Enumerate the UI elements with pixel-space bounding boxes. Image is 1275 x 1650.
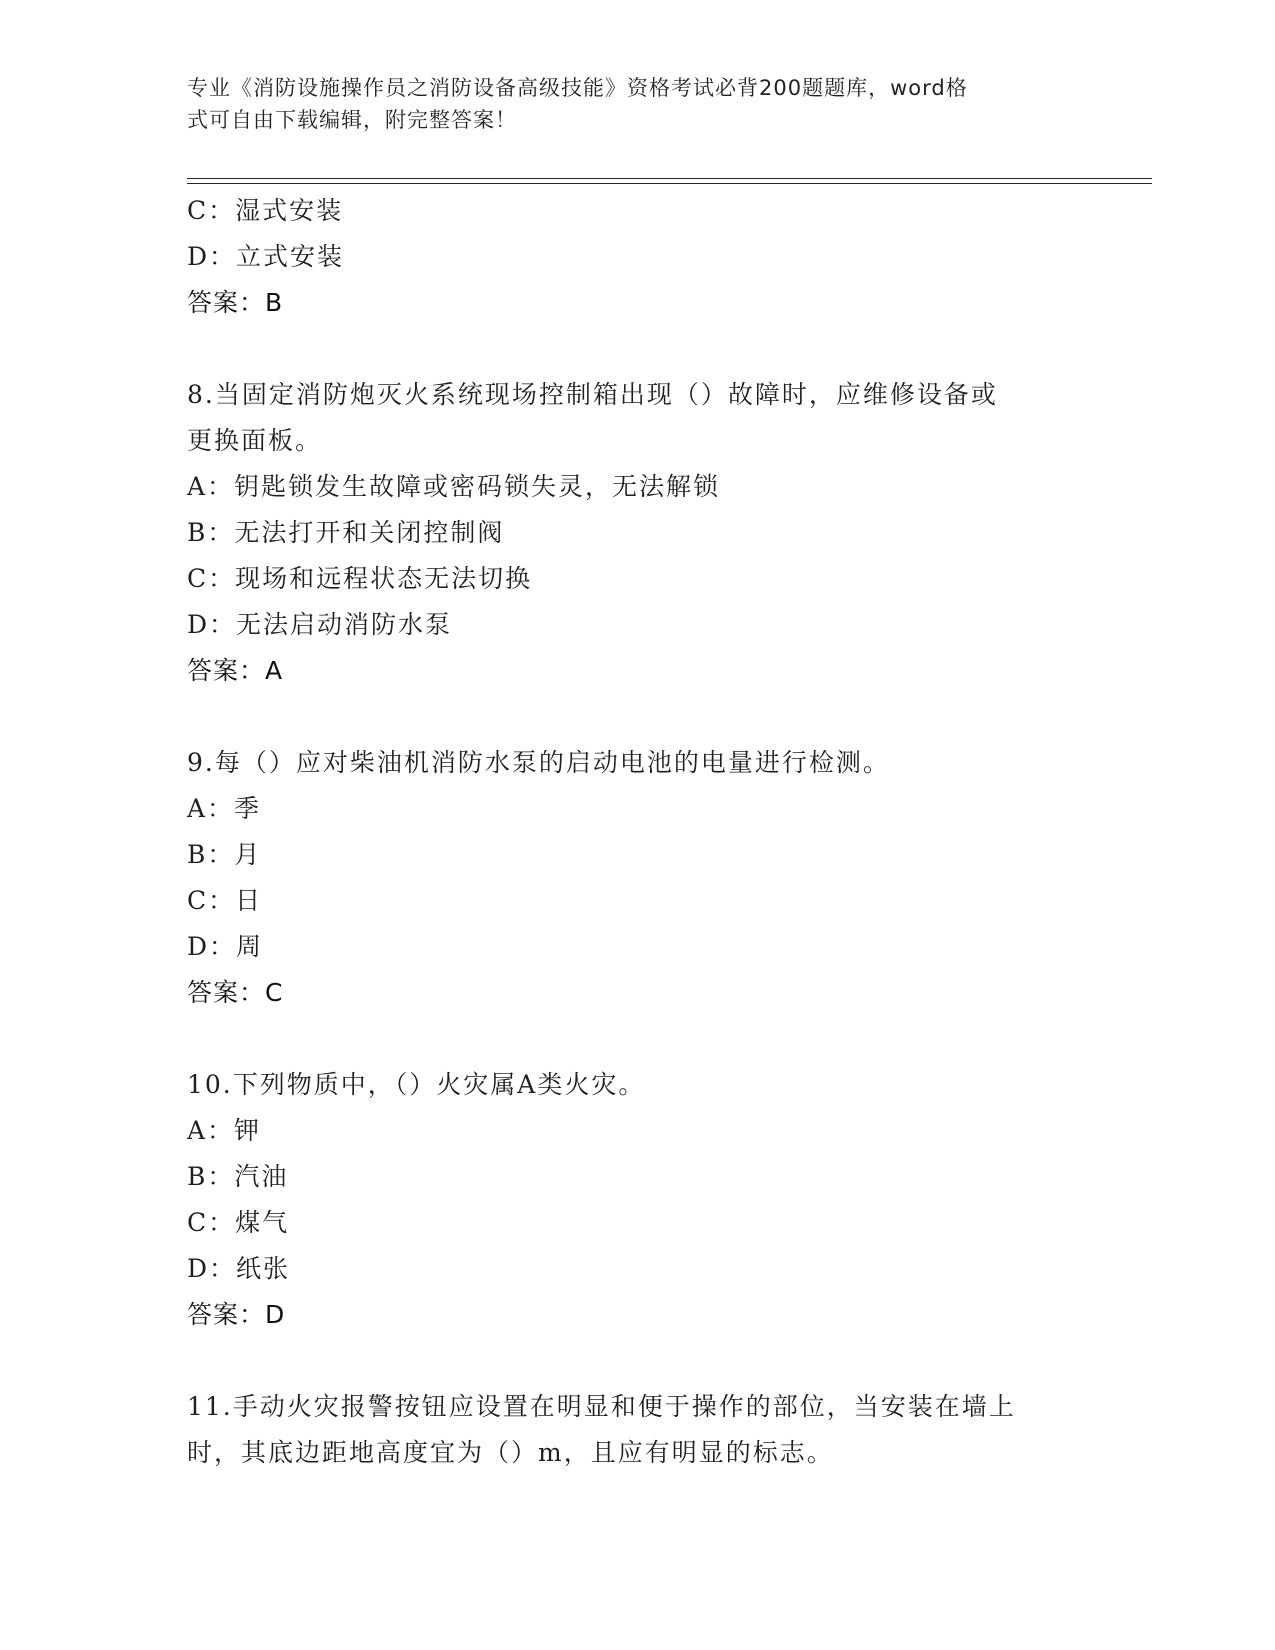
header-line-1: 专业《消防设施操作员之消防设备高级技能》资格考试必背200题题库，word格 [187, 76, 968, 100]
header-divider-top [187, 178, 1152, 179]
answer-line: 答案：A [187, 656, 284, 685]
question-9 [187, 740, 1087, 1016]
option-c: C：日 [187, 886, 263, 915]
question-carryover [187, 188, 1087, 326]
question-8 [187, 372, 1087, 694]
header-line-2: 式可自由下载编辑，附完整答案！ [187, 108, 517, 132]
question-stem-line: 8.当固定消防炮灭火系统现场控制箱出现（）故障时，应维修设备或 [187, 380, 998, 409]
question-stem-line: 11.手动火灾报警按钮应设置在明显和便于操作的部位，当安装在墙上 [187, 1392, 1016, 1421]
spacer [187, 1338, 1087, 1384]
question-stem-line: 时，其底边距地高度宜为（）m，且应有明显的标志。 [187, 1438, 834, 1467]
option-d: D：周 [187, 932, 264, 961]
document-header [187, 72, 1077, 136]
question-stem-line: 9.每（）应对柴油机消防水泵的启动电池的电量进行检测。 [187, 748, 890, 777]
question-stem-line: 10.下列物质中，（）火灾属A类火灾。 [187, 1070, 646, 1099]
question-11 [187, 1384, 1087, 1476]
header-divider-bottom [187, 183, 1152, 184]
spacer [187, 694, 1087, 740]
option-a: A：季 [187, 794, 262, 823]
option-b: B：无法打开和关闭控制阀 [187, 518, 505, 547]
option-d: D：无法启动消防水泵 [187, 610, 453, 639]
option-a: A：钥匙锁发生故障或密码锁失灵，无法解锁 [187, 472, 721, 501]
answer-line: 答案：B [187, 288, 284, 317]
option-b: B：月 [187, 840, 262, 869]
question-10 [187, 1062, 1087, 1338]
option-d: D：纸张 [187, 1254, 291, 1283]
option-c: C：湿式安装 [187, 196, 344, 225]
option-c: C：煤气 [187, 1208, 290, 1237]
option-d: D：立式安装 [187, 242, 345, 271]
option-b: B：汽油 [187, 1162, 289, 1191]
document-body [187, 188, 1087, 1476]
answer-line: 答案：D [187, 1300, 286, 1329]
spacer [187, 326, 1087, 372]
option-a: A：钾 [187, 1116, 262, 1145]
answer-line: 答案：C [187, 978, 284, 1007]
option-c: C：现场和远程状态无法切换 [187, 564, 533, 593]
question-stem-line: 更换面板。 [187, 426, 323, 455]
spacer [187, 1016, 1087, 1062]
